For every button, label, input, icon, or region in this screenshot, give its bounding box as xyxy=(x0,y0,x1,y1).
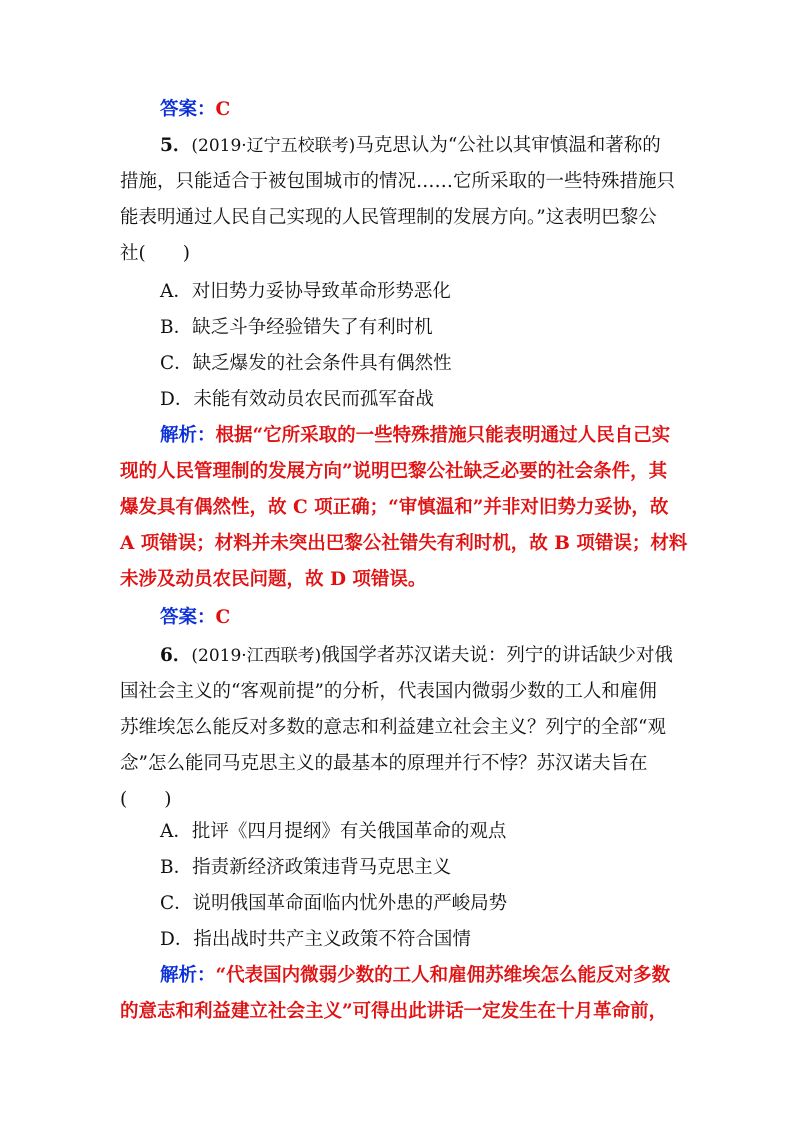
q6-option-d: D．指出战时共产主义政策不符合国情 xyxy=(160,929,471,950)
q5-analysis-line-2: 现的人民管理制的发展方向”说明巴黎公社缺乏必要的社会条件，其 xyxy=(120,461,668,482)
q5-answer xyxy=(160,606,794,630)
answer-value: C xyxy=(215,99,231,120)
answer-value: C xyxy=(215,607,231,628)
q5-analysis-line-5: 未涉及动员农民问题，故 D 项错误。 xyxy=(120,569,427,590)
q6-option-a: A．批评《四月提纲》有关俄国革命的观点 xyxy=(160,821,507,842)
q6-stem-line-3: 苏维埃怎么能反对多数的意志和利益建立社会主义？列宁的全部“观 xyxy=(120,717,666,738)
q6-analysis-line-1 xyxy=(160,964,794,988)
q5-stem-line-3: 能表明通过人民自己实现的人民管理制的发展方向。”这表明巴黎公 xyxy=(120,207,657,228)
q5-stem-line-1 xyxy=(160,134,794,158)
q5-analysis-line-3: 爆发具有偶然性，故 C 项正确；“审慎温和”并非对旧势力妥协，故 xyxy=(120,497,669,518)
q6-option-c: C．说明俄国革命面临内忧外患的严峻局势 xyxy=(160,893,508,914)
q6-source: (2019·江西联考) xyxy=(191,646,322,666)
q5-source: (2019·辽宁五校联考) xyxy=(191,136,356,156)
q6-analysis-text: “代表国内微弱少数的工人和雇佣苏维埃怎么能反对多数 xyxy=(215,965,671,986)
q5-option-a: A．对旧势力妥协导致革命形势恶化 xyxy=(160,281,451,302)
q6-stem-line-5: ( ) xyxy=(120,789,172,810)
analysis-label: 解析： xyxy=(160,965,216,986)
answer-label: 答案： xyxy=(160,607,216,628)
q5-option-b: B．缺乏斗争经验错失了有利时机 xyxy=(160,317,433,338)
analysis-label: 解析： xyxy=(160,425,216,446)
q6-stem-text: 俄国学者苏汉诺夫说：列宁的讲话缺少对俄 xyxy=(321,645,673,666)
q5-analysis-line-1 xyxy=(160,424,794,448)
q6-stem-line-2: 国社会主义的“客观前提”的分析，代表国内微弱少数的工人和雇佣 xyxy=(120,681,657,702)
q6-number: 6． xyxy=(160,645,192,666)
q6-stem-line-1 xyxy=(160,644,794,668)
q6-stem-line-4: 念”怎么能同马克思主义的最基本的原理并行不悖？苏汉诺夫旨在 xyxy=(120,753,648,774)
q5-option-c: C．缺乏爆发的社会条件具有偶然性 xyxy=(160,353,452,374)
q5-analysis-line-4: A 项错误；材料并未突出巴黎公社错失有利时机，故 B 项错误；材料 xyxy=(120,533,688,554)
q5-analysis-text: 根据“它所采取的一些特殊措施只能表明通过人民自己实 xyxy=(215,425,671,446)
q6-option-b: B．指责新经济政策违背马克思主义 xyxy=(160,857,452,878)
answer-label: 答案： xyxy=(160,99,216,120)
q5-number: 5． xyxy=(160,135,192,156)
q5-option-d: D．未能有效动员农民而孤军奋战 xyxy=(160,389,434,410)
q4-answer xyxy=(160,98,794,122)
q6-analysis-line-2: 的意志和利益建立社会主义”可得出此讲话一定发生在十月革命前， xyxy=(120,1001,668,1022)
q5-stem-line-2: 措施，只能适合于被包围城市的情况……它所采取的一些特殊措施只 xyxy=(120,171,676,192)
q5-stem-line-4: 社( ) xyxy=(120,243,190,264)
q5-stem-text: 马克思认为“公社以其审慎温和著称的 xyxy=(355,135,661,156)
